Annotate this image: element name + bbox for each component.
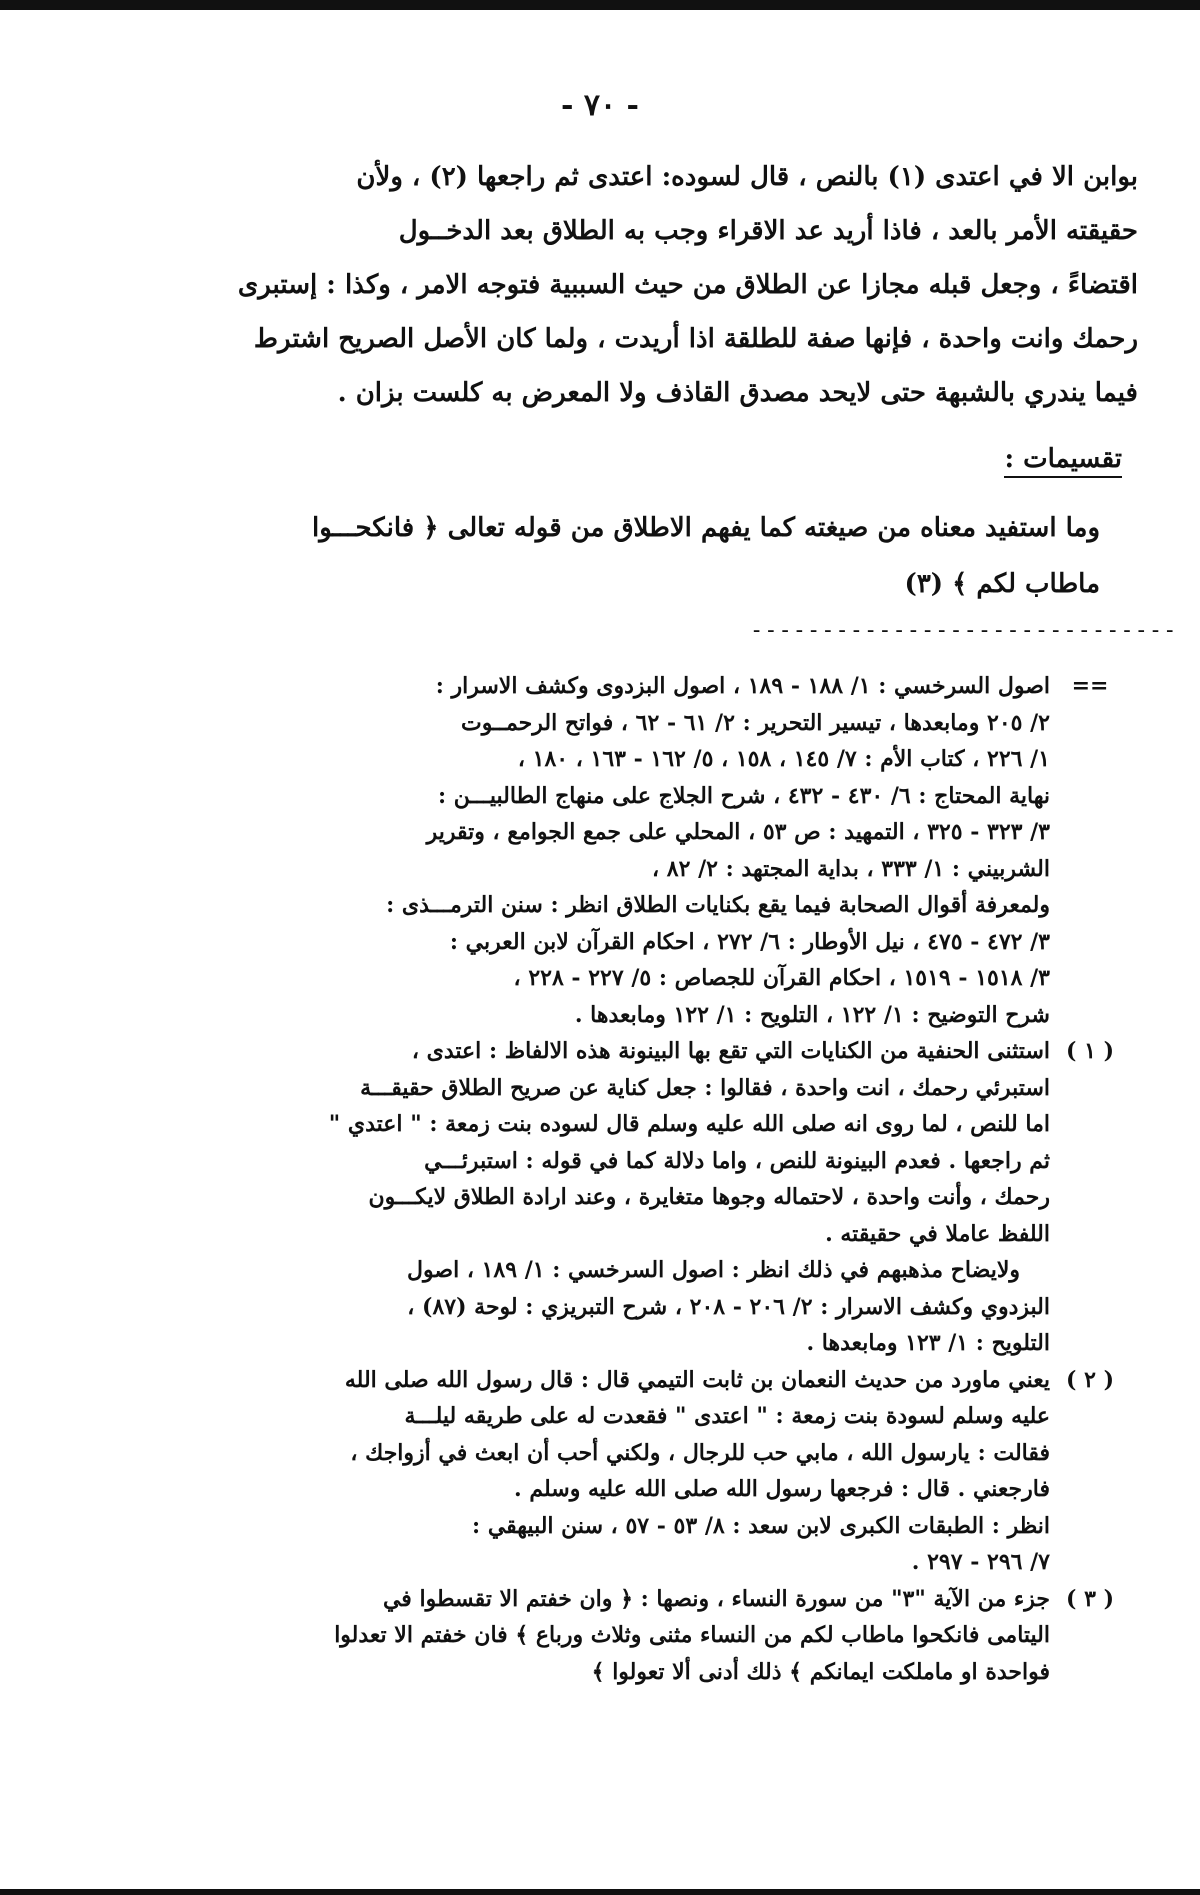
footnote-marker: ( ٣ )	[1066, 1585, 1114, 1612]
footnote-line: التلويح : ١/ ١٢٣ ومابعدها .	[806, 1330, 1050, 1356]
footnote-1	[150, 1033, 1130, 1362]
footnote-line: استثنى الحنفية من الكنايات التي تقع بها البينونة هذه الالفاظ : اعتدى ،	[411, 1038, 1050, 1064]
footnote-separator: ------------------------------	[750, 618, 1178, 643]
footnote-line: ٣/ ١٥١٨ - ١٥١٩ ، احكام القرآن للجصاص : ٥/ ٢٢٧ - ٢٢٨ ،	[513, 965, 1050, 991]
footnote-line: فقالت : يارسول الله ، مابي حب للرجال ، ولكني أحب أن ابعث في أزواجك ،	[350, 1439, 1050, 1466]
footnote-line: رحمك ، وأنت واحدة ، لاحتماله وجوها متغايرة ، وعند ارادة الطلاق لايكـــون	[368, 1184, 1050, 1210]
footnote-line: البزدوي وكشف الاسرار : ٢/ ٢٠٦ - ٢٠٨ ، شرح التبريزي : لوحة (٨٧) ،	[407, 1293, 1050, 1320]
footnote-line: ثم راجعها . فعدم البينونة للنص ، واما دلالة كما في قوله : استبرئـــي	[424, 1147, 1050, 1174]
footnote-body	[150, 1362, 1050, 1581]
section-heading: تقسيمات :	[1004, 444, 1122, 478]
body-line: بوابن الا في اعتدى (١) بالنص ، قال لسوده: اعتدى ثم راجعها (٢) ، ولأن	[356, 162, 1138, 192]
footnote-3	[150, 1581, 1130, 1691]
footnote-marker: ( ١ )	[1066, 1038, 1114, 1064]
divisions-line: وما استفيد معناه من صيغته كما يفهم الاطلاق من قوله تعالى ﴿ فانكحـــوا	[312, 513, 1100, 543]
body-line: حقيقته الأمر بالعد ، فاذا أريد عد الاقراء وجب به الطلاق بعد الدخــول	[398, 216, 1138, 246]
footnote-line: ٢/ ٢٠٥ ومابعدها ، تيسير التحرير : ٢/ ٦١ - ٦٢ ، فواتح الرحمــوت	[461, 709, 1050, 736]
top-scan-border	[0, 0, 1200, 10]
footnote-line: ولمعرفة أقوال الصحابة فيما يقع بكنايات الطلاق انظر : سنن الترمـــذى :	[386, 892, 1050, 918]
bottom-scan-border	[0, 1889, 1200, 1895]
footnote-line: انظر : الطبقات الكبرى لابن سعد : ٨/ ٥٣ - ٥٧ ، سنن البيهقي :	[472, 1512, 1050, 1539]
footnote-line: اما للنص ، لما روى انه صلى الله عليه وسلم قال لسوده بنت زمعة : " اعتدي "	[328, 1111, 1050, 1137]
footnote-line: ٧/ ٢٩٦ - ٢٩٧ .	[911, 1549, 1050, 1575]
footnote-line: جزء من الآية "٣" من سورة النساء ، ونصها : ﴿ وان خفتم الا تقسطوا في	[382, 1585, 1050, 1612]
footnote-line: شرح التوضيح : ١/ ١٢٢ ، التلويح : ١/ ١٢٢ ومابعدها .	[574, 1001, 1050, 1028]
footnotes	[150, 668, 1130, 1690]
divisions-line: ماطاب لكم ﴾ (٣)	[904, 569, 1100, 599]
footnote-line: يعني ماورد من حديث النعمان بن ثابت التيمي قال : قال رسول الله صلى الله	[344, 1366, 1050, 1393]
footnote-body	[150, 668, 1050, 1033]
footnote-line: ١/ ٢٢٦ ، كتاب الأم : ٧/ ١٤٥ ، ١٥٨ ، ٥/ ١٦٢ - ١٦٣ ، ١٨٠ ،	[517, 746, 1050, 772]
footnote-line: فارجعني . قال : فرجعها رسول الله صلى الله عليه وسلم .	[514, 1476, 1050, 1502]
footnote-line: فواحدة او ماملكت ايمانكم ﴾ ذلك أدنى ألا تعولوا ﴾	[591, 1658, 1050, 1685]
page-number: - ٧٠ -	[560, 88, 640, 123]
footnote-marker: ==	[1071, 673, 1109, 699]
footnote-line: استبرئي رحمك ، انت واحدة ، فقالوا : جعل كناية عن صريح الطلاق حقيقـــة	[360, 1074, 1050, 1101]
footnote-line: عليه وسلم لسودة بنت زمعة : " اعتدى " فقعدت له على طريقه ليلـــة	[404, 1403, 1050, 1429]
footnote-marker: ( ٢ )	[1066, 1366, 1114, 1393]
divisions-paragraph	[160, 500, 1100, 612]
footnote-line: اصول السرخسي : ١/ ١٨٨ - ١٨٩ ، اصول البزدوى وكشف الاسرار :	[435, 673, 1050, 699]
footnote-line: اللفظ عاملا في حقيقته .	[825, 1220, 1050, 1247]
footnote-continued	[150, 668, 1130, 1033]
footnote-body	[150, 1581, 1050, 1691]
footnote-line: نهاية المحتاج : ٦/ ٤٣٠ - ٤٣٢ ، شرح الجلاج على منهاج الطالبيـــن :	[438, 782, 1050, 809]
footnote-2	[150, 1362, 1130, 1581]
body-line: اقتضاءً ، وجعل قبله مجازا عن الطلاق من حيث السببية فتوجه الامر ، وكذا : إستبرى	[237, 270, 1138, 300]
footnote-line: اليتامى فانكحوا ماطاب لكم من النساء مثنى وثلاث ورباع ﴾ فان خفتم الا تعدلوا	[334, 1622, 1050, 1648]
footnote-body	[150, 1033, 1050, 1362]
footnote-line: ٣/ ٣٢٣ - ٣٢٥ ، التمهيد : ص ٥٣ ، المحلي على جمع الجوامع ، وتقرير	[426, 819, 1050, 845]
main-paragraph	[158, 150, 1138, 420]
footnote-line: ٣/ ٤٧٢ - ٤٧٥ ، نيل الأوطار : ٦/ ٢٧٢ ، احكام القرآن لابن العربي :	[449, 928, 1050, 955]
body-line: رحمك وانت واحدة ، فإنها صفة للطلقة اذا أريدت ، ولما كان الأصل الصريح اشترط	[253, 324, 1138, 354]
footnote-line: الشربيني : ١/ ٣٣٣ ، بداية المجتهد : ٢/ ٨٢ ،	[652, 855, 1050, 882]
footnote-line: ولايضاح مذهبهم في ذلك انظر : اصول السرخسي : ١/ ١٨٩ ، اصول	[407, 1257, 1020, 1283]
body-line: فيما يندري بالشبهة حتى لايحد مصدق القاذف ولا المعرض به كلست بزان .	[337, 378, 1138, 408]
